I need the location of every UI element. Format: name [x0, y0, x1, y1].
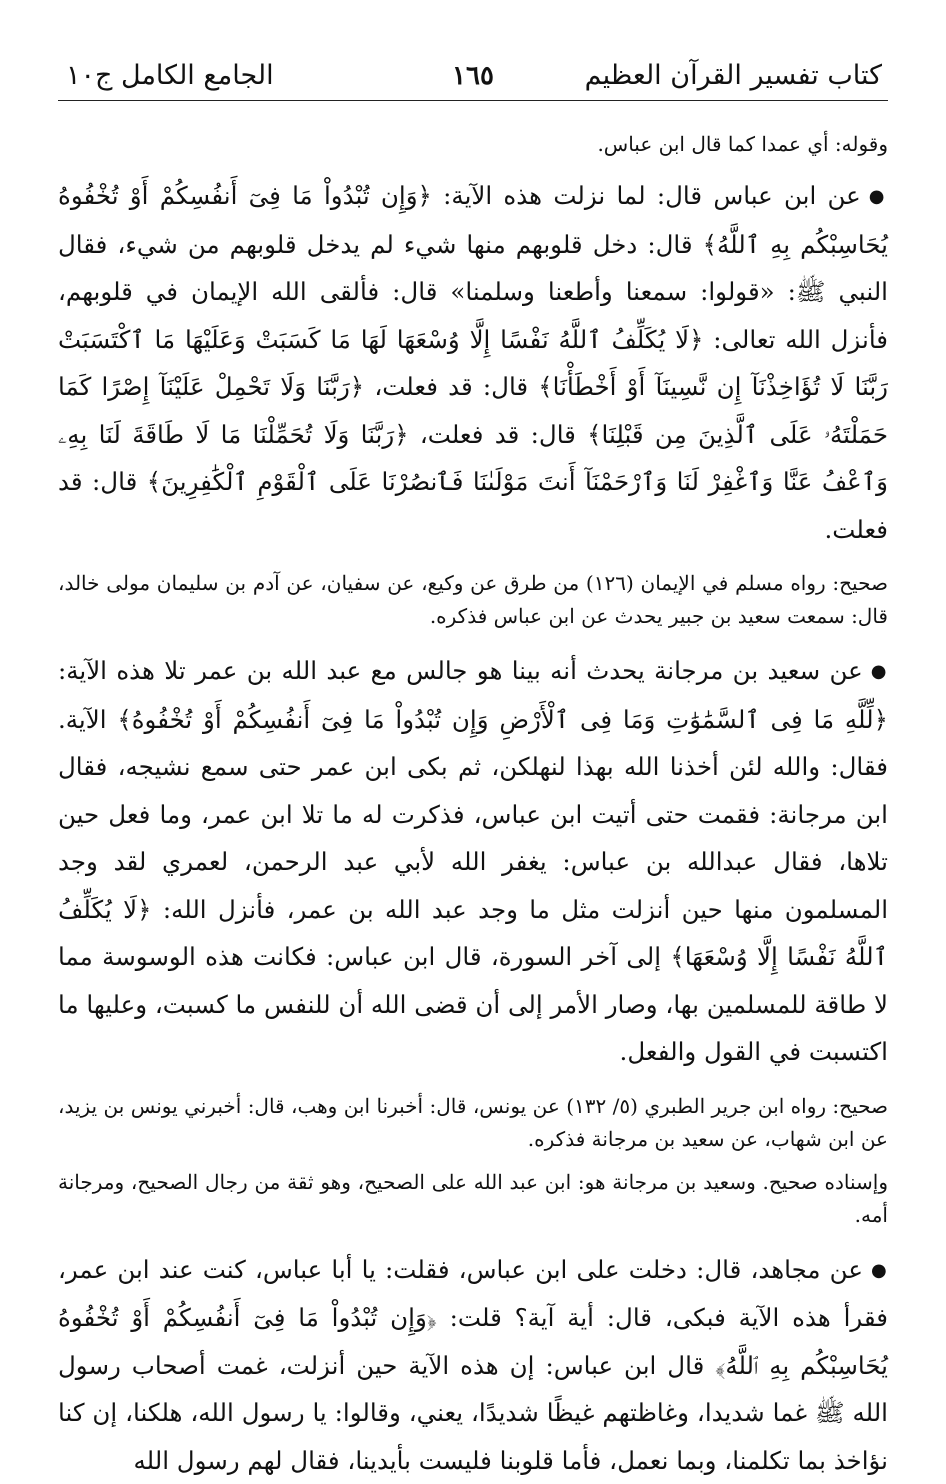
note-text: وإسناده صحيح. وسعيد بن مرجانة هو: ابن عبد الله على الصحيح، وهو ثقة من رجال الصحيح، ومرجانة أمه. [58, 1170, 888, 1227]
hadith-text: عن سعيد بن مرجانة يحدث أنه بينا هو جالس مع عبد الله بن عمر تلا هذه الآية: ﴿لِّلَّهِ مَا فِى ٱلسَّمَٰوَٰتِ وَمَا فِى ٱلْأَرْضِ وَإِن تُبْدُواْ مَا فِىٓ أَنفُسِكُمْ أَوْ تُخْفُوهُ﴾ الآية. فقال: والله لئن أخذنا الله بهذا لنهلكن، ثم بكى ابن عمر حتى سمع نشيجه، فقال ابن مرجانة: فقمت حتى أتيت ابن عباس، فذكرت له ما تلا ابن عمر، وما فعل حين تلاها، فقال عبدالله بن عباس: يغفر الله لأبي عبد الرحمن، لعمري لقد وجد المسلمون منها حين أنزلت مثل ما وجد عبد الله بن عمر، فأنزل الله: ﴿لَا يُكَلِّفُ ٱللَّهُ نَفْسًا إِلَّا وُسْعَهَا﴾ إلى آخر السورة، قال ابن عباس: فكانت هذه الوسوسة مما لا طاقة للمسلمين بها، وصار الأمر إلى أن قضى الله أن للنفس ما كسبت، وعليها ما اكتسبت في القول والفعل. [58, 656, 888, 1066]
takhrij-note [58, 1090, 888, 1156]
bullet-icon: ● [871, 661, 888, 682]
page-number: ١٦٥ [452, 56, 494, 96]
hadith-text: عن مجاهد، قال: دخلت على ابن عباس، فقلت: يا أبا عباس، كنت عند ابن عمر، فقرأ هذه الآية فبكى، قال: أية آية؟ قلت: ﴿وَإِن تُبْدُواْ مَا فِىٓ أَنفُسِكُمْ أَوْ تُخْفُوهُ يُحَاسِبْكُم بِهِ ٱللَّهُ﴾ قال ابن عباس: إن هذه الآية حين أنزلت، غمت أصحاب رسول الله ﷺ غما شديدا، وغاظتهم غيظًا شديدًا، يعني، وقالوا: يا رسول الله، هلكنا، إن كنا نؤاخذ بما تكلمنا، وبما نعمل، فأما قلوبنا فليست بأيدينا، فقال لهم رسول الله [58, 1255, 888, 1475]
hadith-paragraph [58, 647, 888, 1076]
takhrij-note [58, 1166, 888, 1232]
commentary-line [58, 128, 888, 160]
header-rule [58, 100, 888, 101]
page-body [58, 128, 888, 1484]
commentary-text: وقوله: أي عمدا كما قال ابن عباس. [597, 132, 888, 156]
note-text: صحيح: رواه مسلم في الإيمان (١٢٦) من طرق عن وكيع، عن سفيان، عن آدم بن سليمان مولى خالد، قال: سمعت سعيد بن جبير يحدث عن ابن عباس فذكره. [58, 571, 888, 628]
book-title: كتاب تفسير القرآن العظيم [585, 56, 882, 96]
hadith-paragraph [58, 172, 888, 553]
takhrij-note [58, 567, 888, 633]
hadith-text: عن ابن عباس قال: لما نزلت هذه الآية: ﴿وَإِن تُبْدُواْ مَا فِىٓ أَنفُسِكُمْ أَوْ تُخْفُوهُ يُحَاسِبْكُم بِهِ ٱللَّهُ﴾ قال: دخل قلوبهم منها شيء لم يدخل قلوبهم من شيء، فقال النبي ﷺ: «قولوا: سمعنا وأطعنا وسلمنا» قال: فألقى الله الإيمان في قلوبهم، فأنزل الله تعالى: ﴿لَا يُكَلِّفُ ٱللَّهُ نَفْسًا إِلَّا وُسْعَهَا لَهَا مَا كَسَبَتْ وَعَلَيْهَا مَا ٱكْتَسَبَتْ رَبَّنَا لَا تُؤَاخِذْنَآ إِن نَّسِينَآ أَوْ أَخْطَأْنَا﴾ قال: قد فعلت، ﴿رَبَّنَا وَلَا تَحْمِلْ عَلَيْنَآ إِصْرًا كَمَا حَمَلْتَهُۥ عَلَى ٱلَّذِينَ مِن قَبْلِنَا﴾ قال: قد فعلت، ﴿رَبَّنَا وَلَا تُحَمِّلْنَا مَا لَا طَاقَةَ لَنَا بِهِۦ وَٱعْفُ عَنَّا وَٱغْفِرْ لَنَا وَٱرْحَمْنَآ أَنتَ مَوْلَىٰنَا فَٱنصُرْنَا عَلَى ٱلْقَوْمِ ٱلْكَٰفِرِينَ﴾ قال: قد فعلت. [58, 181, 888, 544]
volume-label: الجامع الكامل ج١٠ [66, 56, 274, 96]
running-header [58, 56, 888, 104]
note-text: صحيح: رواه ابن جرير الطبري (٥/ ١٣٢) عن يونس، قال: أخبرنا ابن وهب، قال: أخبرني يونس بن يزيد، عن ابن شهاب، عن سعيد بن مرجانة فذكره. [58, 1094, 888, 1151]
bullet-icon: ● [871, 1260, 888, 1281]
hadith-paragraph [58, 1246, 888, 1484]
bullet-icon: ● [869, 186, 888, 207]
